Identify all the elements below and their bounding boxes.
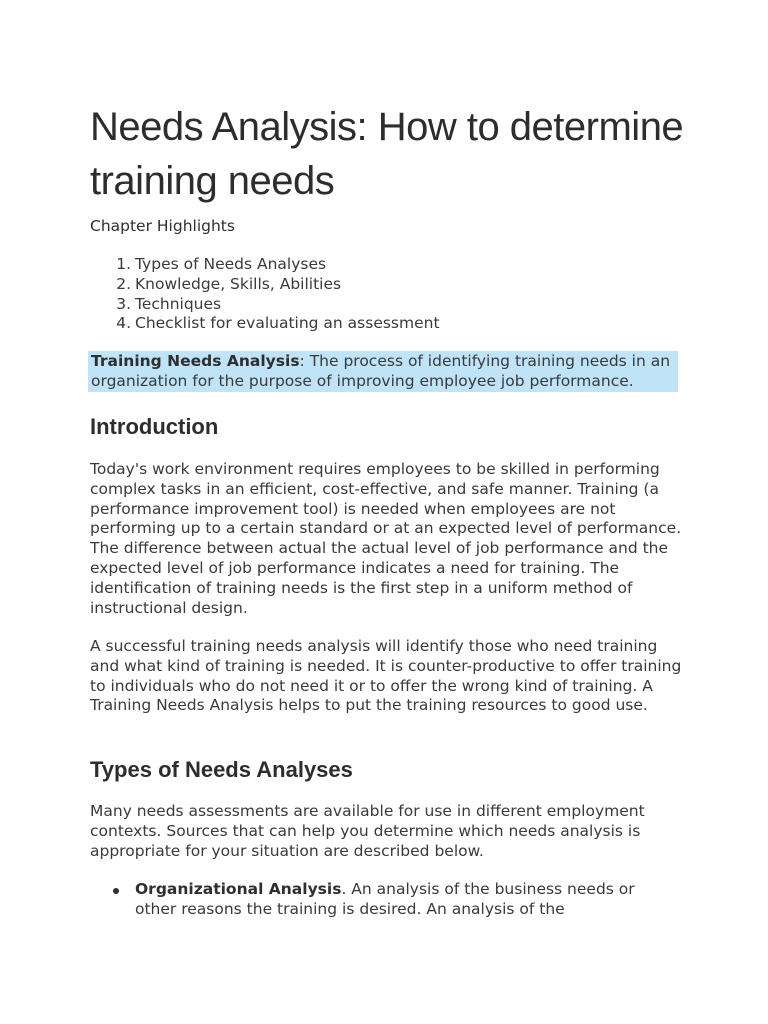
definition-term: Training Needs Analysis: [91, 352, 300, 370]
introduction-paragraph-2: A successful training needs analysis will identify those who need training and what kind of training is needed. It is counter-productive to offer training to individuals who do not need it or to offer the wrong kind of training. A Training Needs Analysis helps to put the training resources to good use.: [90, 637, 682, 715]
types-paragraph: Many needs assessments are available for use in different employment contexts. Sources that can help you determine which needs analysis is appropriate for your situation are described below.: [90, 802, 645, 860]
types-of-needs-analyses-heading: Types of Needs Analyses: [90, 757, 353, 782]
chapter-highlights-list: [90, 255, 440, 334]
list-item-number: 2.: [116, 274, 131, 293]
list-item: [90, 295, 440, 315]
list-item-text: Checklist for evaluating an assessment: [135, 314, 440, 333]
list-item-number: 4.: [116, 314, 131, 333]
bullet-text: . An analysis of the business needs or other reasons the training is desired. An analysis of the: [135, 880, 635, 918]
definition-text: : The process of identifying training needs in an organization for the purpose of improving employee job performance.: [91, 352, 671, 390]
introduction-paragraph-1: Today's work environment requires employees to be skilled in performing complex tasks in an efficient, cost-effective, and safe manner. Training (a performance improvement tool) is needed when employees are not performing up to a certain standard or at an expected level of performance. The difference between actual the actual level of job performance and the expected level of job performance indicates a need for training. The identification of training needs is the first step in a uniform method of instructional design.: [90, 460, 682, 617]
needs-analyses-bullet-list: [90, 880, 650, 920]
bullet-dot-icon: [113, 888, 119, 894]
chapter-highlights-heading: Chapter Highlights: [90, 217, 235, 235]
introduction-heading: Introduction: [90, 414, 219, 439]
definition-callout: [88, 351, 678, 392]
list-item-text: Types of Needs Analyses: [135, 255, 327, 273]
list-item: [90, 275, 440, 295]
list-item-number: 1.: [116, 255, 131, 273]
list-item-text: Techniques: [135, 294, 222, 313]
list-item: [90, 880, 650, 920]
bullet-term: Organizational Analysis: [135, 880, 342, 898]
document-title: Needs Analysis: How to determine training needs: [90, 105, 684, 203]
list-item: [90, 314, 440, 334]
list-item: [90, 255, 440, 275]
list-item-text: Knowledge, Skills, Abilities: [135, 274, 342, 293]
list-item-number: 3.: [116, 294, 131, 313]
